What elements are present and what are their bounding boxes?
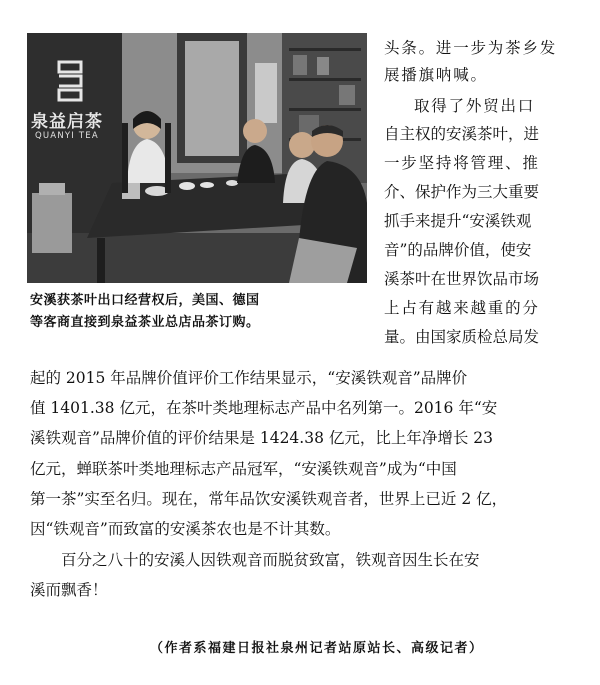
article-line: 自主权的安溪茶叶，进 [384,125,540,143]
article-line: 因“铁观音”而致富的安溪茶农也是不计其数。 [30,520,341,538]
article-line: 亿元，蝉联茶叶类地理标志产品冠军，“安溪铁观音”成为“中国 [30,460,457,478]
article-line: 上占有越来越重的分 [384,299,540,317]
article-line: 溪茶叶在世界饮品市场 [384,270,540,288]
logo-text: 泉益启茶 [31,112,103,132]
article-line: 头条。进一步为茶乡发 [384,39,558,57]
article-line: 取得了外贸出口 [414,97,536,115]
article-line: 起的 2015 年品牌价值评价工作结果显示，“安溪铁观音”品牌价 [30,369,468,387]
article-line: 第一茶”实至名归。现在，常年品饮安溪铁观音者，世界上已近 2 亿， [30,490,508,508]
author-byline: （作者系福建日报社泉州记者站原站长、高级记者） [150,641,484,656]
logo-subtext: QUANYI TEA [35,131,99,141]
photo-caption [30,290,370,334]
article-line: 百分之八十的安溪人因铁观音而脱贫致富，铁观音因生长在安 [61,551,480,569]
article-line: 介、保护作为三大重要 [384,183,540,201]
quanyi-tea-logo [29,51,107,171]
article-line: 抓手来提升“安溪铁观 [384,212,532,230]
article-line: 一步坚持将管理、推 [384,154,540,172]
article-line: 溪而飘香！ [30,581,108,599]
logo-mark-icon [57,59,83,103]
article-line: 溪铁观音”品牌价值的评价结果是 1424.38 亿元，比上年净增长 23 [30,429,494,447]
tea-shop-photo [27,33,367,283]
article-line: 展播旗呐喊。 [384,66,488,84]
caption-line: 等客商直接到泉益茶业总店品茶订购。 [30,315,260,330]
article-line: 值 1401.38 亿元，在茶叶类地理标志产品中名列第一。2016 年“安 [30,399,498,417]
article-line: 音”的品牌价值，使安 [384,241,532,259]
article-line: 量。由国家质检总局发 [384,328,540,346]
caption-line: 安溪获茶叶出口经营权后，美国、德国 [30,293,260,308]
